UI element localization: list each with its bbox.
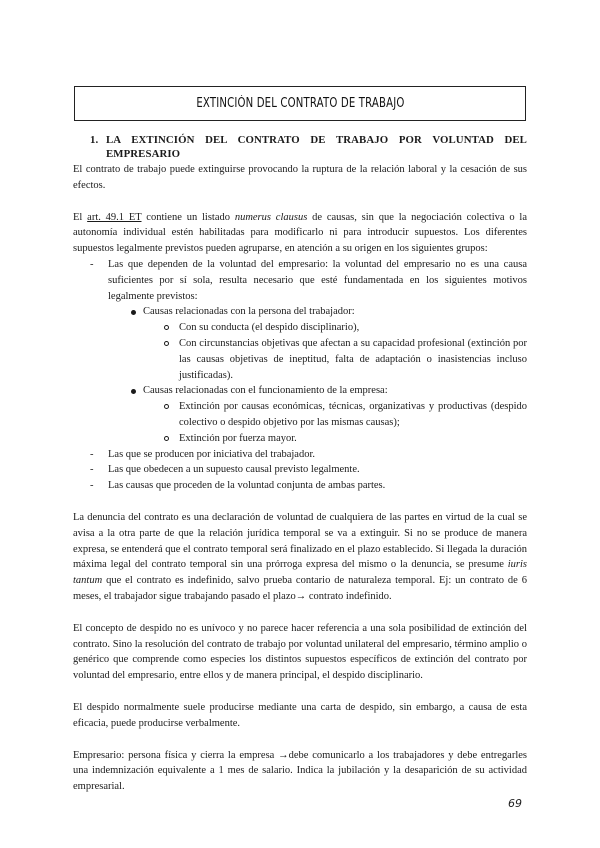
paragraph-carta-despido: El despido normalmente suele producirse mediante una carta de despido, sin embargo, a causa de esta eficacia, puede producirse verbalmente. <box>73 701 527 729</box>
latin-term: iuris tantum <box>73 559 527 587</box>
paragraph-denuncia: La denuncia del contrato es una declaración de voluntad de cualquiera de las partes en virtud de la cual se avisa a la otra parte de que la relación jurídica temporal se va a extinguir. Si no se produce de manera expresa, se entenderá que el contrato temporal será finalizado en el plazo establecido. Si llegada la duración máxima legal del contrato temporal sin una prórroga expresa del mismo o la denuncia, se presume iuris tantum que el contrato es indefinido, salvo prueba contario de naturaleza temporal. Ej: un contrato de 6 meses, el trabajador sigue trabajando pasado el plazo→ contrato indefinido. <box>73 511 527 602</box>
list-item: Causas relacionadas con el funcionamiento de la empresa: <box>73 383 527 399</box>
latin-term: numerus clausus <box>234 211 308 223</box>
article-link[interactable]: art. 49.1 ET <box>87 211 142 223</box>
paragraph-empresario: Empresario: persona física y cierra la empresa →debe comunicarlo a los trabajadores y debe entregarles una indemnización equivalente a 1 mes de salario. Indica la jubilación y la desaparición de su actividad empresarial. <box>73 749 527 793</box>
list-item: Con su conducta (el despido disciplinario), <box>73 320 527 336</box>
list-item: Extinción por causas económicas, técnicas, organizativas y productivas (despido colectivo o despido objetivo por las mismas causas); <box>73 399 527 431</box>
section-number: 1. <box>90 134 99 146</box>
list-item: - Las que dependen de la voluntad del empresario: la voluntad del empresario no es una causa suficientes por sí sola, resulta necesario que esté fundamentada en los siguientes motivos legalmente previstos: <box>73 257 527 304</box>
document-body <box>73 134 527 795</box>
page-title: EXTINCIÓN DEL CONTRATO DE TRABAJO <box>195 96 405 111</box>
list-item: Causas relacionadas con la persona del trabajador: <box>73 304 527 320</box>
paragraph-causes: El art. 49.1 ET contiene un listado numerus clausus de causas, sin que la negociación colectiva o la autonomía individual estén habilitadas para modificarlo ni para introducir supuestos. Los diferentes supuestos legalmente previstos pueden agruparse, en atención a su origen en los siguientes grupos: <box>73 211 527 255</box>
list-item: Extinción por fuerza mayor. <box>73 431 527 447</box>
list-item: Con circunstancias objetivas que afectan a su capacidad profesional (extinción por las causas objetivas de ineptitud, falta de adaptación o inasistencias incluso justificadas). <box>73 336 527 383</box>
page-number: 69 <box>508 797 522 810</box>
paragraph-despido-concepto: El concepto de despido no es unívoco y no parece hacer referencia a una sola posibilidad de extinción del contrato. Sino la resolución del contrato de trabajo por voluntad unilateral del empresario, término amplio o genérico que comprende como especies los distintos supuestos específicos de extinción del contrato por voluntad del empresario, entre ellos y de manera principal, el despido disciplinario. <box>73 622 527 682</box>
list-item: - Las causas que proceden de la voluntad conjunta de ambas partes. <box>73 478 527 494</box>
causes-list <box>73 257 527 494</box>
list-item: - Las que obedecen a un supuesto causal previsto legalmente. <box>73 462 527 478</box>
section-heading <box>73 134 527 161</box>
page-title-box <box>74 86 526 121</box>
paragraph-intro: El contrato de trabajo puede extinguirse provocando la ruptura de la relación laboral y la cesación de sus efectos. <box>73 164 527 191</box>
list-item: - Las que se producen por iniciativa del trabajador. <box>73 447 527 463</box>
section-heading-text: LA EXTINCIÓN DEL CONTRATO DE TRABAJO POR VOLUNTAD DEL EMPRESARIO <box>106 134 527 160</box>
